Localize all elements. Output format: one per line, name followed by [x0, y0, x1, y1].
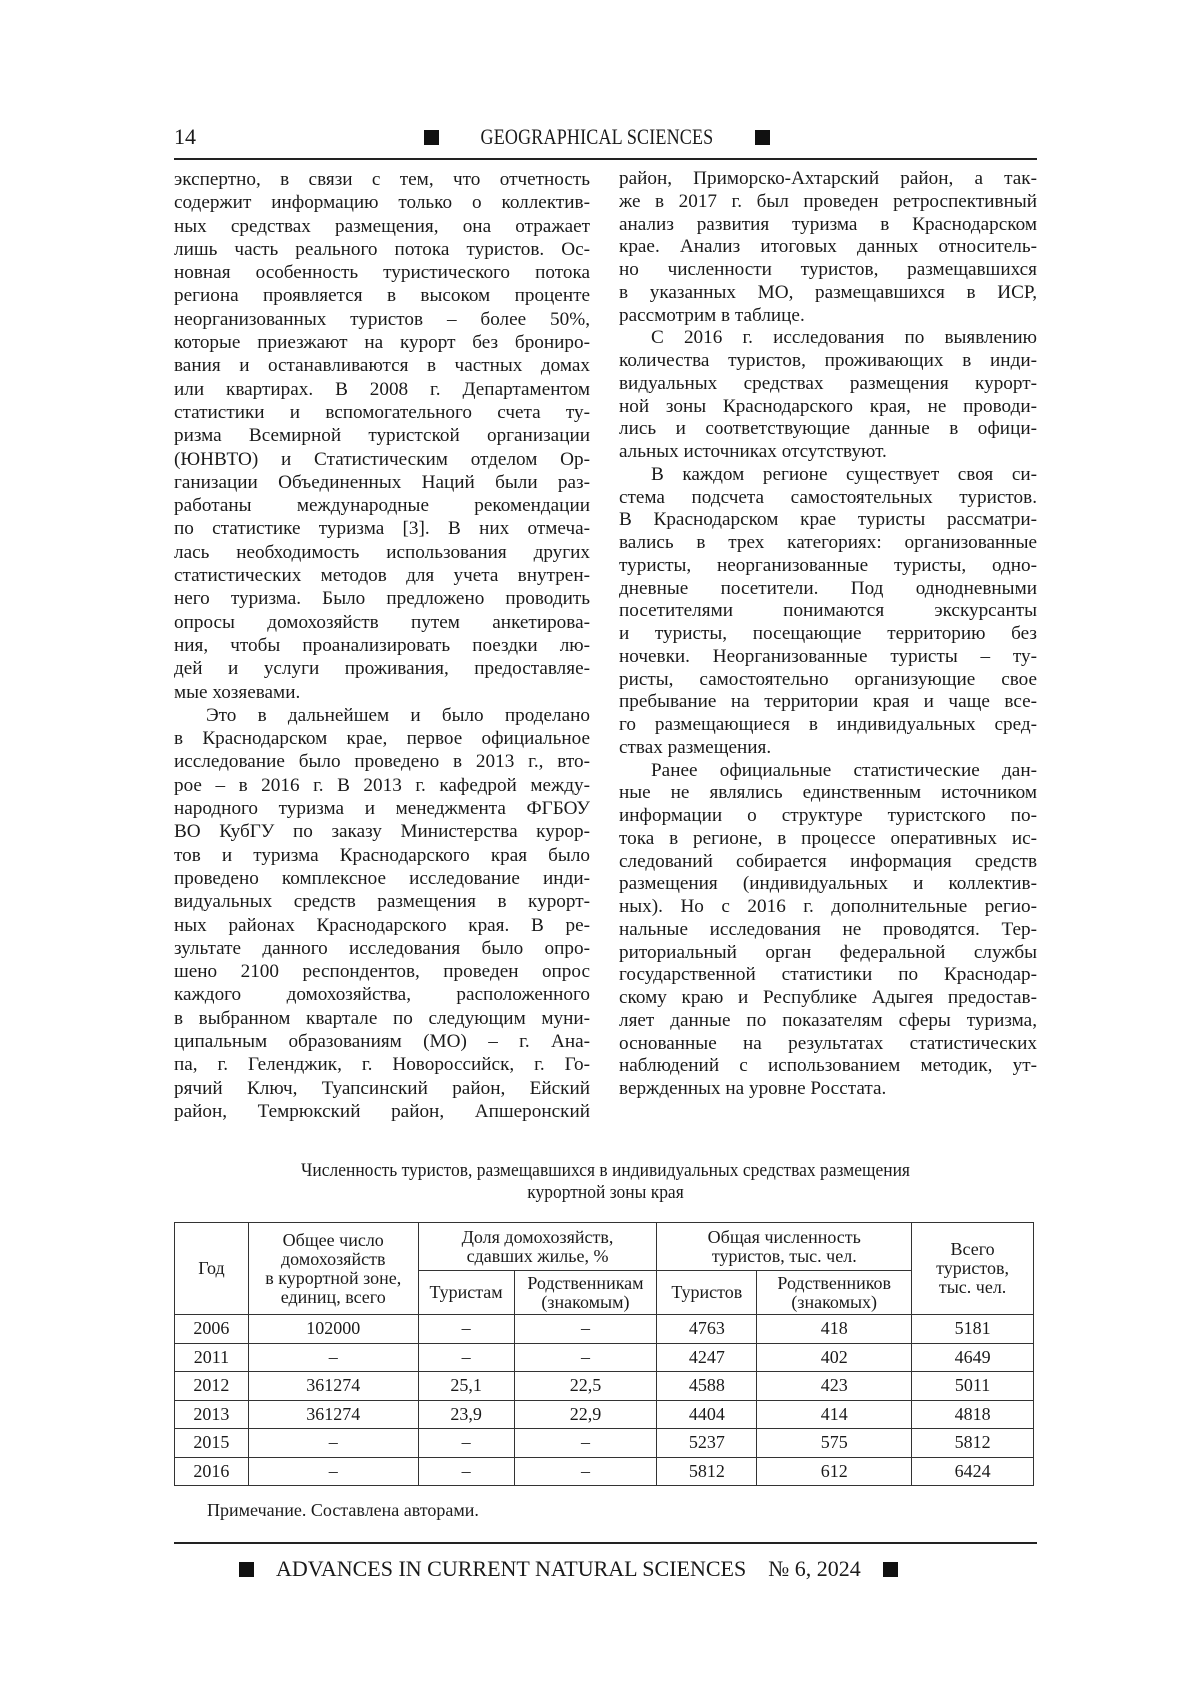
text-line: видуальных средствах размещения курорт- [619, 373, 1037, 396]
table-cell: 5812 [912, 1429, 1034, 1458]
text-line: шено 2100 респондентов, проведен опрос [174, 960, 590, 983]
page-header [174, 120, 1037, 160]
text-line: в выбранном квартале по следующим муни- [174, 1007, 590, 1030]
text-line: туристы, неорганизованные туристы, одно- [619, 555, 1037, 578]
text-line: Ранее официальные статистические дан- [619, 760, 1037, 783]
header-line: (знакомым) [515, 1293, 657, 1312]
paragraph [174, 168, 590, 704]
text-line: проведено комплексное исследование инди- [174, 867, 590, 890]
text-line: район, Приморско-Ахтарский район, а так- [619, 168, 1037, 191]
table-cell: 575 [757, 1429, 912, 1458]
text-line: размещения (индивидуальных и коллектив- [619, 873, 1037, 896]
text-line: статистики и вспомогательного счета ту- [174, 401, 590, 424]
table-cell: 25,1 [418, 1372, 514, 1401]
table-cell: – [418, 1343, 514, 1372]
table-cell: 402 [757, 1343, 912, 1372]
text-line: лишь часть реального потока туристов. Ос- [174, 238, 590, 261]
table-cell: 2015 [175, 1429, 249, 1458]
table-cell: 2016 [175, 1457, 249, 1486]
header-line: единиц, всего [249, 1288, 418, 1307]
text-line: (ЮНВТО) и Статистическим отделом Ор- [174, 448, 590, 471]
text-line: каждого домохозяйства, расположенного [174, 983, 590, 1006]
text-line: содержит информацию только о коллектив- [174, 191, 590, 214]
text-line: вались в трех категориях: организованные [619, 532, 1037, 555]
text-line: но численности туристов, размещавшихся [619, 259, 1037, 282]
text-line: количества туристов, проживающих в инди- [619, 350, 1037, 373]
text-line: стема подсчета самостоятельных туристов. [619, 487, 1037, 510]
table-cell: 418 [757, 1315, 912, 1344]
table-cell: 2011 [175, 1343, 249, 1372]
header-line: Родственникам [515, 1274, 657, 1293]
table-cell: 4404 [657, 1400, 757, 1429]
table-cell: 6424 [912, 1457, 1034, 1486]
text-line: тока в регионе, в процессе оперативных ис- [619, 828, 1037, 851]
table-cell: 5181 [912, 1315, 1034, 1344]
text-line: вержденных на уровне Росстата. [619, 1078, 1037, 1101]
header-line: Доля домохозяйств, [419, 1228, 657, 1247]
table-cell: 361274 [248, 1400, 418, 1429]
table-cell: 4588 [657, 1372, 757, 1401]
text-line: ствах размещения. [619, 737, 1037, 760]
table-caption [174, 1160, 1037, 1204]
table-cell: 22,5 [514, 1372, 657, 1401]
page-number: 14 [174, 124, 196, 150]
text-line: которые приезжают на курорт без брониро- [174, 331, 590, 354]
text-line: ных районах Краснодарского края. В ре- [174, 914, 590, 937]
text-line: пребывание на территории края и чаще все- [619, 691, 1037, 714]
text-line: региона проявляется в высоком проценте [174, 284, 590, 307]
paragraph [619, 168, 1037, 327]
table-row [175, 1343, 1034, 1372]
text-line: рое – в 2016 г. В 2013 г. кафедрой между- [174, 774, 590, 797]
table-cell: 5812 [657, 1457, 757, 1486]
text-line: работаны международные рекомендации [174, 494, 590, 517]
table-cell: 423 [757, 1372, 912, 1401]
text-line: в Краснодарском крае, первое официальное [174, 727, 590, 750]
text-line: рассмотрим в таблице. [619, 305, 1037, 328]
text-line: основанные на результатах статистических [619, 1033, 1037, 1056]
table-cell: 4763 [657, 1315, 757, 1344]
text-line: исследование было проведено в 2013 г., вто- [174, 750, 590, 773]
text-line: крае. Анализ итоговых данных относитель- [619, 236, 1037, 259]
text-line: по статистике туризма [3]. В них отмеча- [174, 517, 590, 540]
header-total-group [657, 1223, 912, 1271]
table-cell: 102000 [248, 1315, 418, 1344]
table-cell: 4247 [657, 1343, 757, 1372]
table-cell: – [514, 1343, 657, 1372]
text-line: новная особенность туристического потока [174, 261, 590, 284]
square-bullet-icon [424, 130, 439, 145]
table-row [175, 1400, 1034, 1429]
header-total-relatives [757, 1271, 912, 1315]
header-line: Общая численность [657, 1228, 911, 1247]
table-cell: 2006 [175, 1315, 249, 1344]
header-line: домохозяйств [249, 1250, 418, 1269]
text-line: наблюдений с использованием методик, ут- [619, 1055, 1037, 1078]
table-cell: – [514, 1315, 657, 1344]
text-line: неорганизованных туристов – более 50%, [174, 308, 590, 331]
text-line: дневные посетители. Под однодневными [619, 578, 1037, 601]
table-cell: – [248, 1457, 418, 1486]
table-cell: 361274 [248, 1372, 418, 1401]
text-line: в указанных МО, размещавшихся в ИСР, [619, 282, 1037, 305]
table-cell: 5237 [657, 1429, 757, 1458]
text-line: ных). Но с 2016 г. дополнительные регио- [619, 896, 1037, 919]
header-line: туристов, тыс. чел. [657, 1247, 911, 1266]
table-row [175, 1315, 1034, 1344]
table-row [175, 1457, 1034, 1486]
page-footer [174, 1542, 1037, 1544]
text-line: В каждом регионе существует своя си- [619, 464, 1037, 487]
text-line: район, Темрюкский район, Апшеронский [174, 1100, 590, 1123]
journal-section [424, 124, 770, 150]
text-line: информации о структуре туристского по- [619, 805, 1037, 828]
header-households-total [248, 1223, 418, 1315]
text-line: ВО КубГУ по заказу Министерства курор- [174, 820, 590, 843]
table-cell: 2012 [175, 1372, 249, 1401]
header-line: в курортной зоне, [249, 1269, 418, 1288]
text-line: рячий Ключ, Туапсинский район, Ейский [174, 1077, 590, 1100]
text-line: ночевки. Неорганизованные туристы – ту- [619, 646, 1037, 669]
text-line: ные не являлись единственным источником [619, 782, 1037, 805]
journal-name: ADVANCES IN CURRENT NATURAL SCIENCES [276, 1556, 746, 1582]
text-line: следований собирается информация средств [619, 851, 1037, 874]
text-line: дей и услуги проживания, предоставляе- [174, 657, 590, 680]
text-line: тов и туризма Краснодарского края было [174, 844, 590, 867]
header-year: Год [175, 1223, 249, 1315]
text-line: скому краю и Республике Адыгея предостав- [619, 987, 1037, 1010]
text-line: экспертно, в связи с тем, что отчетность [174, 168, 590, 191]
header-share-tourists: Туристам [418, 1271, 514, 1315]
text-line: ципальным образованиям (МО) – г. Ана- [174, 1030, 590, 1053]
table-cell: 414 [757, 1400, 912, 1429]
header-line: (знакомых) [757, 1293, 911, 1312]
text-line: вания и останавливаются в частных домах [174, 354, 590, 377]
header-line: Общее число [249, 1231, 418, 1250]
text-line: же в 2017 г. был проведен ретроспективный [619, 191, 1037, 214]
tourists-table [174, 1222, 1034, 1486]
header-line: туристов, [912, 1259, 1033, 1278]
text-line: го размещающиеся в индивидуальных сред- [619, 714, 1037, 737]
journal-issue: № 6, 2024 [768, 1556, 861, 1582]
text-line: ных средствах размещения, она отражает [174, 215, 590, 238]
table-cell: 22,9 [514, 1400, 657, 1429]
header-line: сдавших жилье, % [419, 1247, 657, 1266]
table-cell: 5011 [912, 1372, 1034, 1401]
table-cell: 612 [757, 1457, 912, 1486]
paragraph [619, 464, 1037, 760]
text-line: ганизации Объединенных Наций были раз- [174, 471, 590, 494]
square-bullet-icon [883, 1562, 898, 1577]
table-row [175, 1429, 1034, 1458]
text-line: народного туризма и менеджмента ФГБОУ [174, 797, 590, 820]
square-bullet-icon [755, 130, 770, 145]
paragraph [619, 327, 1037, 464]
paragraph [174, 704, 590, 1123]
table-cell: – [248, 1343, 418, 1372]
table-cell: – [418, 1457, 514, 1486]
text-line: па, г. Геленджик, г. Новороссийск, г. Го- [174, 1053, 590, 1076]
text-line: и туристы, посещающие территорию без [619, 623, 1037, 646]
header-total-tourists: Туристов [657, 1271, 757, 1315]
text-line: нальные исследования не проводятся. Тер- [619, 919, 1037, 942]
text-line: С 2016 г. исследования по выявлению [619, 327, 1037, 350]
text-line: риториальный орган федеральной службы [619, 942, 1037, 965]
text-line: или квартирах. В 2008 г. Департаментом [174, 378, 590, 401]
table-cell: – [418, 1429, 514, 1458]
table-cell: 4818 [912, 1400, 1034, 1429]
table-cell: 4649 [912, 1343, 1034, 1372]
header-line: Всего [912, 1240, 1033, 1259]
text-line: ной зоны Краснодарского края, не проводи- [619, 396, 1037, 419]
caption-line: курортной зоны края [209, 1182, 1003, 1204]
text-line: посетителями понимаются экскурсанты [619, 600, 1037, 623]
left-text-column [174, 168, 590, 1123]
text-line: лась необходимость использования других [174, 541, 590, 564]
table-row [175, 1372, 1034, 1401]
text-line: государственной статистики по Краснодар- [619, 964, 1037, 987]
text-line: статистических методов для учета внутрен- [174, 564, 590, 587]
text-line: опросы домохозяйств путем анкетирова- [174, 611, 590, 634]
text-line: ристы, самостоятельно организующие свое [619, 669, 1037, 692]
text-line: В Краснодарском крае туристы рассматри- [619, 509, 1037, 532]
table-cell: 23,9 [418, 1400, 514, 1429]
text-line: зультате данного исследования было опро- [174, 937, 590, 960]
header-share-group [418, 1223, 657, 1271]
text-line: альных источниках отсутствуют. [619, 441, 1037, 464]
text-line: ния, чтобы проанализировать поездки лю- [174, 634, 590, 657]
table-cell: 2013 [175, 1400, 249, 1429]
table-note: Примечание. Составлена авторами. [207, 1500, 479, 1521]
caption-line: Численность туристов, размещавшихся в индивидуальных средствах размещения [209, 1160, 1003, 1182]
table-cell: – [248, 1429, 418, 1458]
text-line: него туризма. Было предложено проводить [174, 587, 590, 610]
header-line: тыс. чел. [912, 1278, 1033, 1297]
header-line: Родственников [757, 1274, 911, 1293]
square-bullet-icon [239, 1562, 254, 1577]
paragraph [619, 760, 1037, 1101]
text-line: Это в дальнейшем и было проделано [174, 704, 590, 727]
text-line: анализ развития туризма в Краснодарском [619, 214, 1037, 237]
right-text-column [619, 168, 1037, 1101]
text-line: видуальных средств размещения в курорт- [174, 890, 590, 913]
section-title: GEOGRAPHICAL SCIENCES [481, 124, 714, 150]
table-cell: – [514, 1457, 657, 1486]
text-line: ризма Всемирной туристской организации [174, 424, 590, 447]
table-cell: – [418, 1315, 514, 1344]
table-cell: – [514, 1429, 657, 1458]
text-line: мые хозяевами. [174, 681, 590, 704]
header-share-relatives [514, 1271, 657, 1315]
text-line: ляет данные по показателям сферы туризма, [619, 1010, 1037, 1033]
header-grand-total [912, 1223, 1034, 1315]
text-line: лись и соответствующие данные в офици- [619, 418, 1037, 441]
